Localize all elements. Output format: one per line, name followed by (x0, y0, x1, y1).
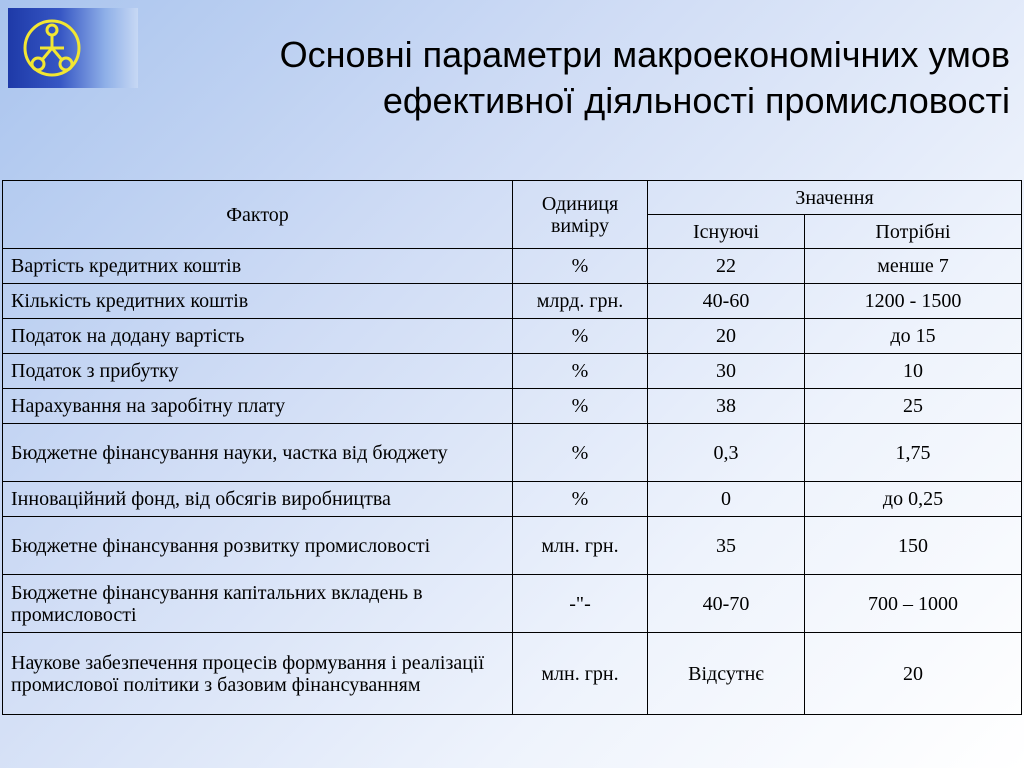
factor-cell: Податок на додану вартість (3, 319, 513, 354)
unit-cell: млн. грн. (513, 517, 648, 575)
existing-cell: 22 (648, 249, 805, 284)
unit-cell: млн. грн. (513, 633, 648, 715)
required-cell: до 15 (805, 319, 1022, 354)
unit-cell: % (513, 482, 648, 517)
required-cell: 700 – 1000 (805, 575, 1022, 633)
header-required: Потрібні (805, 215, 1022, 249)
header-values: Значення (648, 181, 1022, 215)
table-row (3, 389, 1022, 424)
table-row (3, 424, 1022, 482)
existing-cell: 30 (648, 354, 805, 389)
required-cell: 20 (805, 633, 1022, 715)
emblem-icon (8, 8, 138, 88)
header-unit: Одиниця виміру (513, 181, 648, 249)
existing-cell: 35 (648, 517, 805, 575)
factor-cell: Наукове забезпечення процесів формування і реалізації промислової політики з базовим фінансуванням (3, 633, 513, 715)
table-row (3, 482, 1022, 517)
existing-cell: 20 (648, 319, 805, 354)
table-row (3, 517, 1022, 575)
header-existing: Існуючі (648, 215, 805, 249)
title-line-1: Основні параметри макроекономічних умов (279, 34, 1010, 75)
table-row (3, 319, 1022, 354)
factor-cell: Податок з прибутку (3, 354, 513, 389)
existing-cell: 0,3 (648, 424, 805, 482)
required-cell: 1200 - 1500 (805, 284, 1022, 319)
factor-cell: Кількість кредитних коштів (3, 284, 513, 319)
table-row (3, 575, 1022, 633)
logo (8, 8, 138, 88)
factor-cell: Бюджетне фінансування науки, частка від бюджету (3, 424, 513, 482)
factor-cell: Бюджетне фінансування розвитку промисловості (3, 517, 513, 575)
required-cell: 25 (805, 389, 1022, 424)
factor-cell: Інноваційний фонд, від обсягів виробництва (3, 482, 513, 517)
header-factor: Фактор (3, 181, 513, 249)
unit-cell: % (513, 424, 648, 482)
table-row (3, 633, 1022, 715)
factor-cell: Нарахування на заробітну плату (3, 389, 513, 424)
required-cell: 10 (805, 354, 1022, 389)
required-cell: 150 (805, 517, 1022, 575)
factor-cell: Бюджетне фінансування капітальних вкладень в промисловості (3, 575, 513, 633)
factor-cell: Вартість кредитних коштів (3, 249, 513, 284)
parameters-table (2, 180, 1022, 715)
title-line-2: ефективної діяльності промисловості (382, 80, 1010, 121)
required-cell: менше 7 (805, 249, 1022, 284)
required-cell: 1,75 (805, 424, 1022, 482)
table-row (3, 284, 1022, 319)
unit-cell: млрд. грн. (513, 284, 648, 319)
existing-cell: 0 (648, 482, 805, 517)
unit-cell: -"- (513, 575, 648, 633)
required-cell: до 0,25 (805, 482, 1022, 517)
existing-cell: 40-70 (648, 575, 805, 633)
unit-cell: % (513, 319, 648, 354)
existing-cell: 38 (648, 389, 805, 424)
existing-cell: Відсутнє (648, 633, 805, 715)
table-row (3, 249, 1022, 284)
slide-title (160, 32, 1010, 124)
unit-cell: % (513, 354, 648, 389)
unit-cell: % (513, 389, 648, 424)
unit-cell: % (513, 249, 648, 284)
table-row (3, 354, 1022, 389)
existing-cell: 40-60 (648, 284, 805, 319)
